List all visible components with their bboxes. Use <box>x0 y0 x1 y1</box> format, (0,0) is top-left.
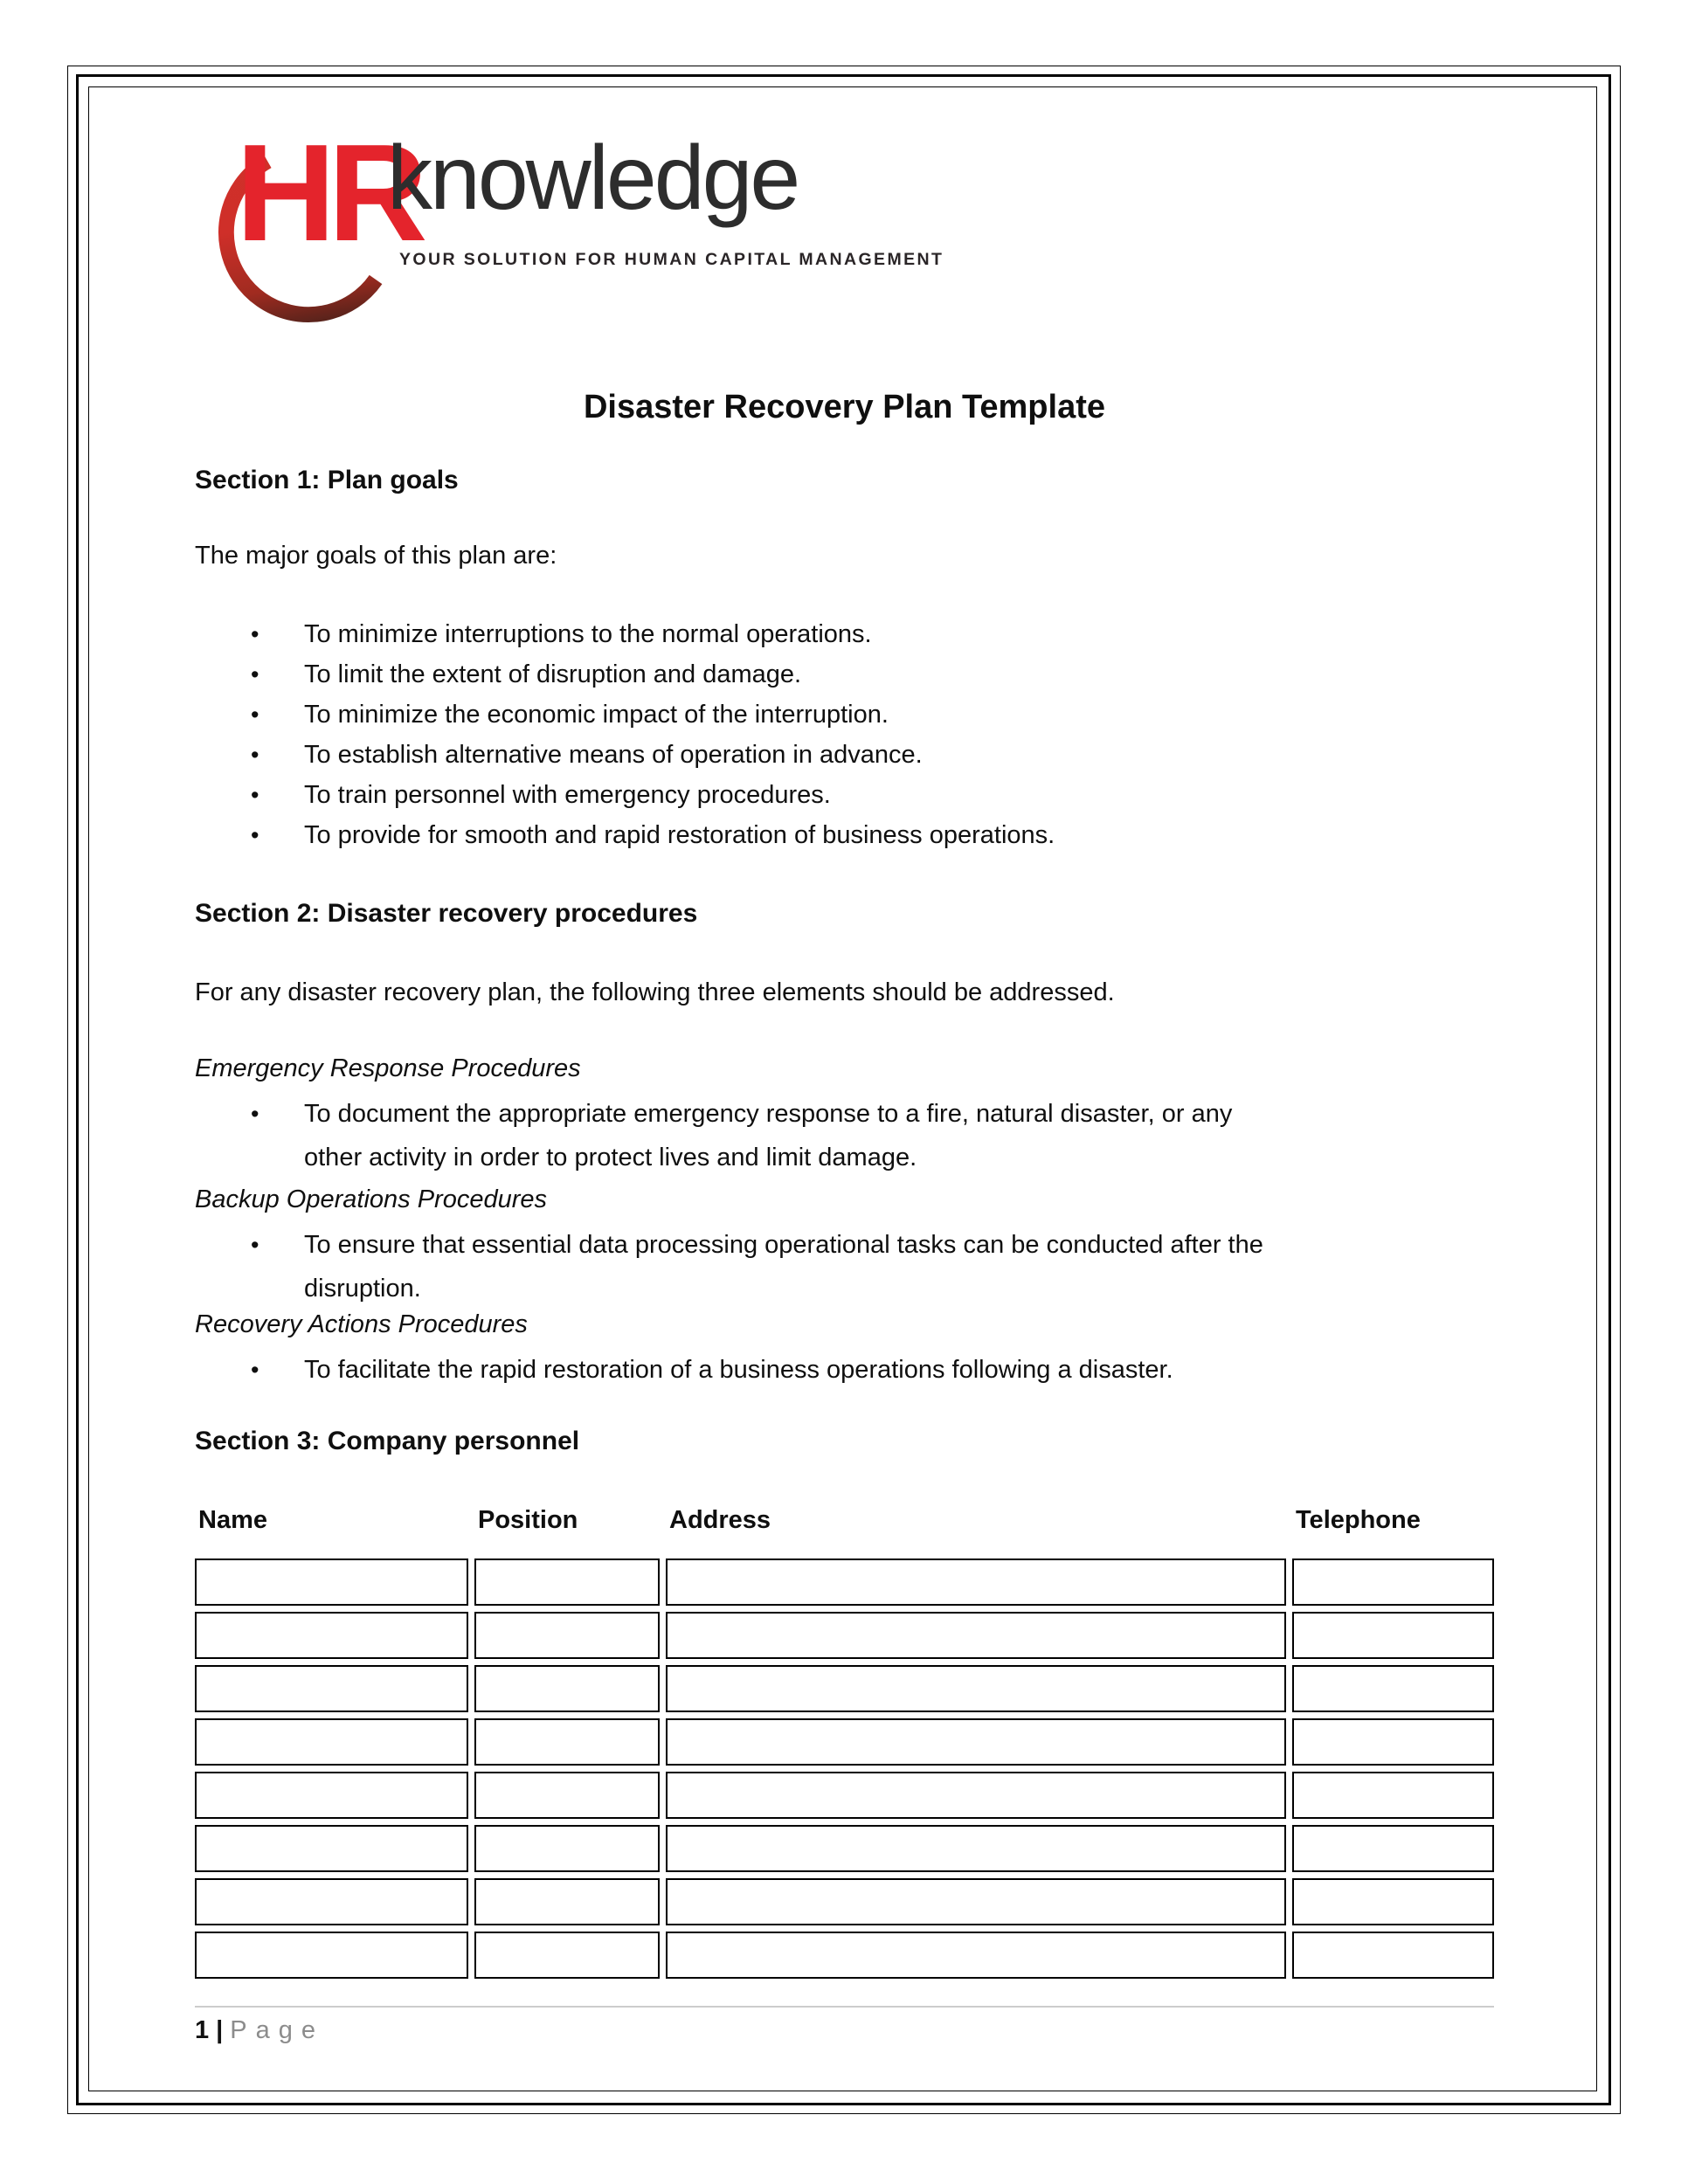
table-cell[interactable] <box>1292 1932 1494 1979</box>
column-header-position: Position <box>478 1506 578 1534</box>
table-cell[interactable] <box>195 1612 468 1659</box>
list-item-continuation: other activity in order to protect lives and limit damage. <box>304 1144 917 1171</box>
table-cell[interactable] <box>195 1665 468 1712</box>
table-cell[interactable] <box>1292 1612 1494 1659</box>
column-header-telephone: Telephone <box>1296 1506 1421 1534</box>
table-cell[interactable] <box>474 1718 660 1766</box>
table-cell[interactable] <box>1292 1878 1494 1925</box>
table-cell[interactable] <box>666 1772 1286 1819</box>
list-item: • To provide for smooth and rapid restoration of business operations. <box>195 815 1055 855</box>
table-cell[interactable] <box>666 1932 1286 1979</box>
table-cell[interactable] <box>195 1878 468 1925</box>
table-cell[interactable] <box>666 1878 1286 1925</box>
document-title: Disaster Recovery Plan Template <box>583 389 1105 425</box>
table-cell[interactable] <box>195 1772 468 1819</box>
list-item: • To document the appropriate emergency response to a fire, natural disaster, or any <box>195 1092 1232 1136</box>
footer-divider <box>195 2006 1494 2008</box>
list-item-continuation: disruption. <box>304 1275 421 1303</box>
list-item: • To facilitate the rapid restoration of a business operations following a disaster. <box>195 1348 1173 1392</box>
table-cell[interactable] <box>666 1665 1286 1712</box>
list-item: • To ensure that essential data processing operational tasks can be conducted after the <box>195 1223 1263 1267</box>
page-footer <box>195 2013 324 2048</box>
table-cell[interactable] <box>474 1665 660 1712</box>
table-cell[interactable] <box>474 1772 660 1819</box>
table-cell[interactable] <box>474 1612 660 1659</box>
procedure-heading-backup: Backup Operations Procedures <box>195 1185 547 1213</box>
list-item: • To train personnel with emergency procedures. <box>195 775 1055 815</box>
table-cell[interactable] <box>1292 1665 1494 1712</box>
table-cell[interactable] <box>666 1825 1286 1872</box>
procedure-bullet-backup <box>195 1223 1263 1310</box>
plan-goals-list <box>195 614 1055 855</box>
logo-tagline: YOUR SOLUTION FOR HUMAN CAPITAL MANAGEMENT <box>399 250 944 269</box>
table-cell[interactable] <box>666 1612 1286 1659</box>
table-cell[interactable] <box>195 1718 468 1766</box>
table-cell[interactable] <box>666 1559 1286 1606</box>
table-cell[interactable] <box>195 1825 468 1872</box>
personnel-table-header <box>195 1506 1494 1535</box>
section1-heading: Section 1: Plan goals <box>195 466 459 494</box>
personnel-table <box>195 1559 1494 1979</box>
section2-intro: For any disaster recovery plan, the following three elements should be addressed. <box>195 978 1115 1006</box>
table-cell[interactable] <box>474 1825 660 1872</box>
footer-page-word: Page <box>230 2016 324 2044</box>
list-item: • To minimize the economic impact of the interruption. <box>195 695 1055 735</box>
procedure-bullet-emergency <box>195 1092 1232 1179</box>
section3-heading: Section 3: Company personnel <box>195 1427 580 1455</box>
procedure-heading-recovery: Recovery Actions Procedures <box>195 1310 528 1338</box>
table-cell[interactable] <box>474 1932 660 1979</box>
table-cell[interactable] <box>1292 1825 1494 1872</box>
list-item: • To minimize interruptions to the normal operations. <box>195 614 1055 654</box>
page-number: 1 <box>195 2016 210 2044</box>
hr-knowledge-logo <box>214 116 944 341</box>
footer-separator: | <box>216 2016 224 2044</box>
table-cell[interactable] <box>1292 1559 1494 1606</box>
procedure-heading-emergency: Emergency Response Procedures <box>195 1054 581 1082</box>
table-cell[interactable] <box>474 1559 660 1606</box>
column-header-name: Name <box>198 1506 267 1534</box>
table-cell[interactable] <box>666 1718 1286 1766</box>
table-cell[interactable] <box>474 1878 660 1925</box>
table-cell[interactable] <box>195 1559 468 1606</box>
table-cell[interactable] <box>1292 1772 1494 1819</box>
section2-heading: Section 2: Disaster recovery procedures <box>195 899 698 928</box>
table-cell[interactable] <box>1292 1718 1494 1766</box>
logo-hr-monogram: HR <box>236 116 420 270</box>
procedure-bullet-recovery <box>195 1348 1173 1392</box>
list-item: • To establish alternative means of operation in advance. <box>195 735 1055 775</box>
logo-brand-text: knowledge <box>387 128 799 229</box>
section1-intro: The major goals of this plan are: <box>195 542 557 570</box>
list-item: • To limit the extent of disruption and damage. <box>195 654 1055 695</box>
column-header-address: Address <box>669 1506 771 1534</box>
table-cell[interactable] <box>195 1932 468 1979</box>
